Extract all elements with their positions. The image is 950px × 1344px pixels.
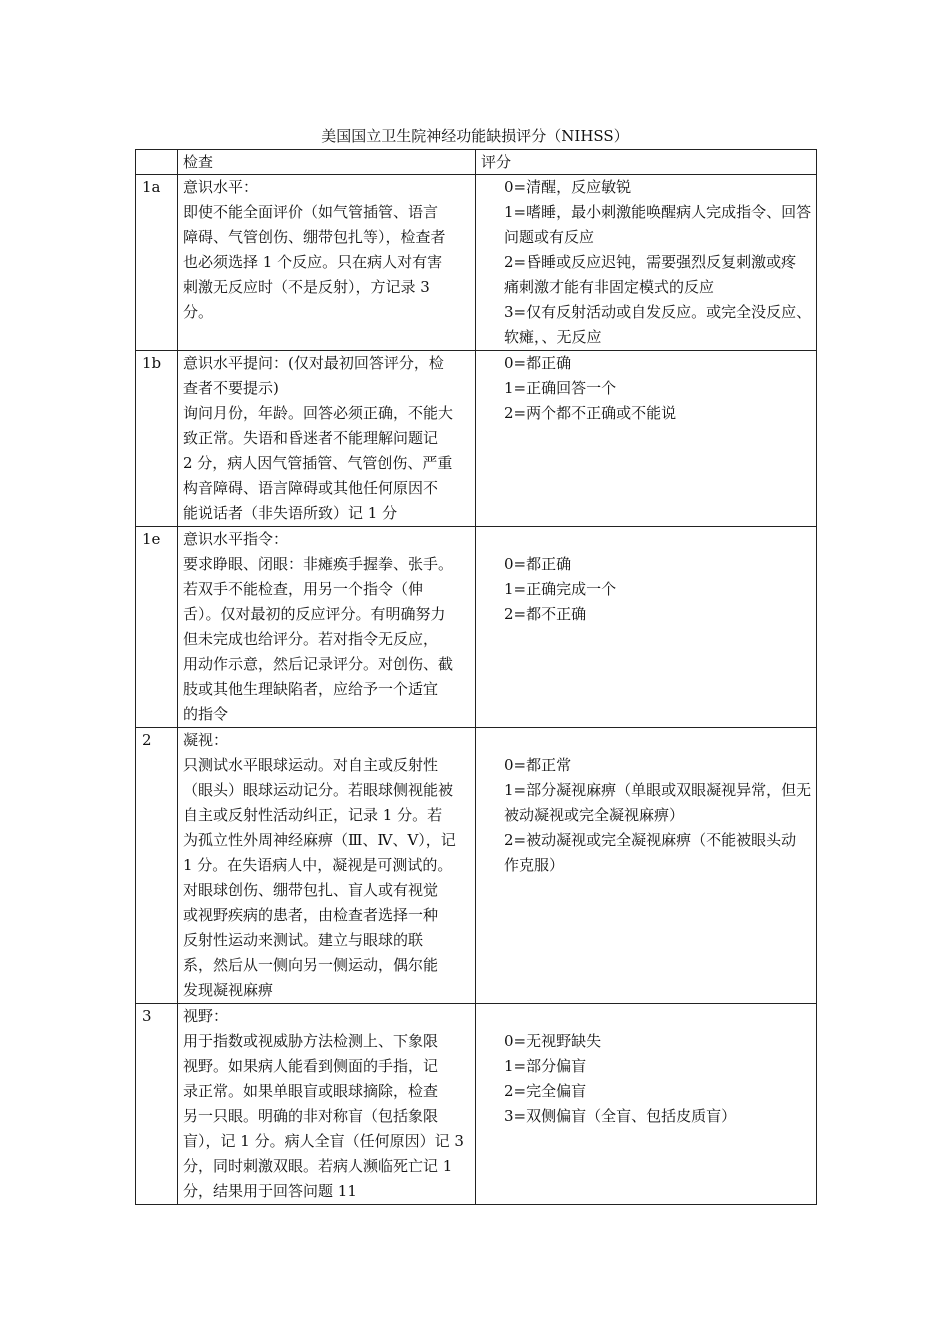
exam-cell (178, 175, 476, 351)
header-exam-label: 检查 (183, 153, 214, 171)
score-option-continuation: 作克服） (504, 856, 565, 874)
exam-text-line: 要求睁眼、闭眼：非瘫痪手握拳、张手。 (183, 555, 454, 573)
score-option (482, 778, 812, 828)
score-option-continuation: 软瘫，、无反应 (504, 328, 602, 346)
item-number-cell (136, 351, 178, 527)
exam-text-line: 反射性运动来测试。建立与眼球的联 (183, 931, 424, 949)
score-option-text: 1=部分凝视麻痹（单眼或双眼凝视异常，但无 (504, 781, 812, 799)
table-header-row (136, 150, 817, 175)
exam-cell (178, 527, 476, 728)
page-title: 美国国立卫生院神经功能缺损评分（NIHSS） (321, 127, 629, 145)
exam-text-line: 障碍、气管创伤、绷带包扎等），检查者 (183, 228, 446, 246)
exam-text-line: 若双手不能检查，用另一个指令（伸 (183, 580, 424, 598)
exam-cell (178, 728, 476, 1004)
item-number: 1e (142, 530, 161, 548)
score-option (482, 300, 812, 350)
score-option (482, 552, 812, 577)
exam-heading: 意识水平提问：(仅对最初回答评分，检 (183, 354, 444, 372)
exam-heading: 视野： (183, 1007, 229, 1025)
item-number: 2 (142, 731, 152, 749)
table-row (136, 351, 817, 527)
score-option (482, 828, 812, 878)
score-option-text: 0=都正常 (504, 756, 572, 774)
exam-text-line: 分，结果用于回答问题 11 (183, 1182, 357, 1200)
score-option-text: 3=双侧偏盲（全盲、包括皮质盲） (504, 1107, 737, 1125)
exam-text-line: 盲），记 1 分。病人全盲（任何原因）记 3 (183, 1132, 464, 1150)
exam-heading: 凝视： (183, 731, 229, 749)
score-option (482, 1104, 812, 1129)
table-row (136, 728, 817, 1004)
score-option (482, 351, 812, 376)
table-row (136, 175, 817, 351)
score-option (482, 577, 812, 602)
item-number-cell (136, 728, 178, 1004)
score-option-text: 0=都正确 (504, 555, 572, 573)
score-option-text: 2=完全偏盲 (504, 1082, 587, 1100)
score-cell (476, 351, 817, 527)
item-number: 3 (142, 1007, 152, 1025)
exam-text-line: 分。 (183, 303, 214, 321)
exam-text-line: 为孤立性外周神经麻痹（Ⅲ、Ⅳ、Ⅴ），记 (183, 831, 456, 849)
score-option (482, 200, 812, 250)
score-option (482, 175, 812, 200)
score-option (482, 1054, 812, 1079)
score-option (482, 376, 812, 401)
nihss-table (135, 149, 817, 1205)
item-number-cell (136, 175, 178, 351)
exam-text-line: 致正常。失语和昏迷者不能理解问题记 (183, 429, 439, 447)
score-cell (476, 1004, 817, 1205)
exam-text-line: 录正常。如果单眼盲或眼球摘除，检查 (183, 1082, 439, 1100)
header-score-label: 评分 (481, 153, 512, 171)
score-cell (476, 728, 817, 1004)
exam-text-line: 刺激无反应时（不是反射），方记录 3 (183, 278, 430, 296)
item-number-cell (136, 527, 178, 728)
exam-text-line: 自主或反射性活动纠正，记录 1 分。若 (183, 806, 443, 824)
exam-text-line: 2 分，病人因气管插管、气管创伤、严重 (183, 454, 453, 472)
table-row (136, 527, 817, 728)
exam-text-line: 或视野疾病的患者，由检查者选择一种 (183, 906, 439, 924)
exam-text-line: 视野。如果病人能看到侧面的手指，记 (183, 1057, 439, 1075)
score-option (482, 250, 812, 300)
exam-text-line: 对眼球创伤、绷带包扎、盲人或有视觉 (183, 881, 439, 899)
header-exam-cell (178, 150, 476, 175)
score-option (482, 1029, 812, 1054)
exam-heading: 意识水平： (183, 178, 259, 196)
exam-text-line: 1 分。在失语病人中，凝视是可测试的。 (183, 856, 453, 874)
score-option-text: 0=都正确 (504, 354, 572, 372)
exam-text-line: 系，然后从一侧向另一侧运动，偶尔能 (183, 956, 439, 974)
exam-text-line: 发现凝视麻痹 (183, 981, 274, 999)
score-cell (476, 527, 817, 728)
exam-text-line: 构音障碍、语言障碍或其他任何原因不 (183, 479, 439, 497)
exam-text-line: 查者不要提示) (183, 379, 279, 397)
exam-text-line: 即使不能全面评价（如气管插管、语言 (183, 203, 439, 221)
exam-text-line: 能说话者（非失语所致）记 1 分 (183, 504, 398, 522)
score-option (482, 753, 812, 778)
header-score-cell (476, 150, 817, 175)
score-option-text: 1=嗜睡，最小刺激能唤醒病人完成指令、回答 (504, 203, 812, 221)
exam-text-line: 用于指数或视威胁方法检测上、下象限 (183, 1032, 439, 1050)
exam-text-line: 舌）。仅对最初的反应评分。有明确努力 (183, 605, 446, 623)
score-cell (476, 175, 817, 351)
exam-heading: 意识水平指令： (183, 530, 289, 548)
table-row (136, 1004, 817, 1205)
score-option-continuation: 被动凝视或完全凝视麻痹） (504, 806, 685, 824)
exam-text-line: 用动作示意，然后记录评分。对创伤、截 (183, 655, 454, 673)
item-number: 1b (142, 354, 162, 372)
score-option-text: 2=两个都不正确或不能说 (504, 404, 677, 422)
score-option-text: 3=仅有反射活动或自发反应。或完全没反应、 (504, 303, 812, 321)
score-option-text: 1=正确回答一个 (504, 379, 617, 397)
exam-cell (178, 1004, 476, 1205)
score-option (482, 602, 812, 627)
score-option (482, 401, 812, 426)
exam-text-line: 但未完成也给评分。若对指令无反应， (183, 630, 439, 648)
score-option (482, 1079, 812, 1104)
item-number: 1a (142, 178, 161, 196)
score-option-continuation: 痛刺激才能有非固定模式的反应 (504, 278, 715, 296)
exam-text-line: 分，同时刺激双眼。若病人濒临死亡记 1 (183, 1157, 453, 1175)
item-number-cell (136, 1004, 178, 1205)
score-option-text: 2=都不正确 (504, 605, 587, 623)
header-num-cell (136, 150, 178, 175)
score-option-text: 0=无视野缺失 (504, 1032, 602, 1050)
score-option-text: 2=被动凝视或完全凝视麻痹（不能被眼头动 (504, 831, 797, 849)
exam-text-line: 也必须选择 1 个反应。只在病人对有害 (183, 253, 443, 271)
exam-text-line: 询问月份，年龄。回答必须正确，不能大 (183, 404, 454, 422)
score-option-continuation: 问题或有反应 (504, 228, 595, 246)
score-option-text: 1=部分偏盲 (504, 1057, 587, 1075)
exam-cell (178, 351, 476, 527)
score-option-text: 0=清醒，反应敏锐 (504, 178, 632, 196)
exam-text-line: （眼头）眼球运动记分。若眼球侧视能被 (183, 781, 454, 799)
score-option-text: 1=正确完成一个 (504, 580, 617, 598)
exam-text-line: 另一只眼。明确的非对称盲（包括象限 (183, 1107, 439, 1125)
score-option-text: 2=昏睡或反应迟钝，需要强烈反复刺激或疼 (504, 253, 797, 271)
exam-text-line: 的指令 (183, 705, 229, 723)
exam-text-line: 肢或其他生理缺陷者，应给予一个适宜 (183, 680, 439, 698)
exam-text-line: 只测试水平眼球运动。对自主或反射性 (183, 756, 439, 774)
